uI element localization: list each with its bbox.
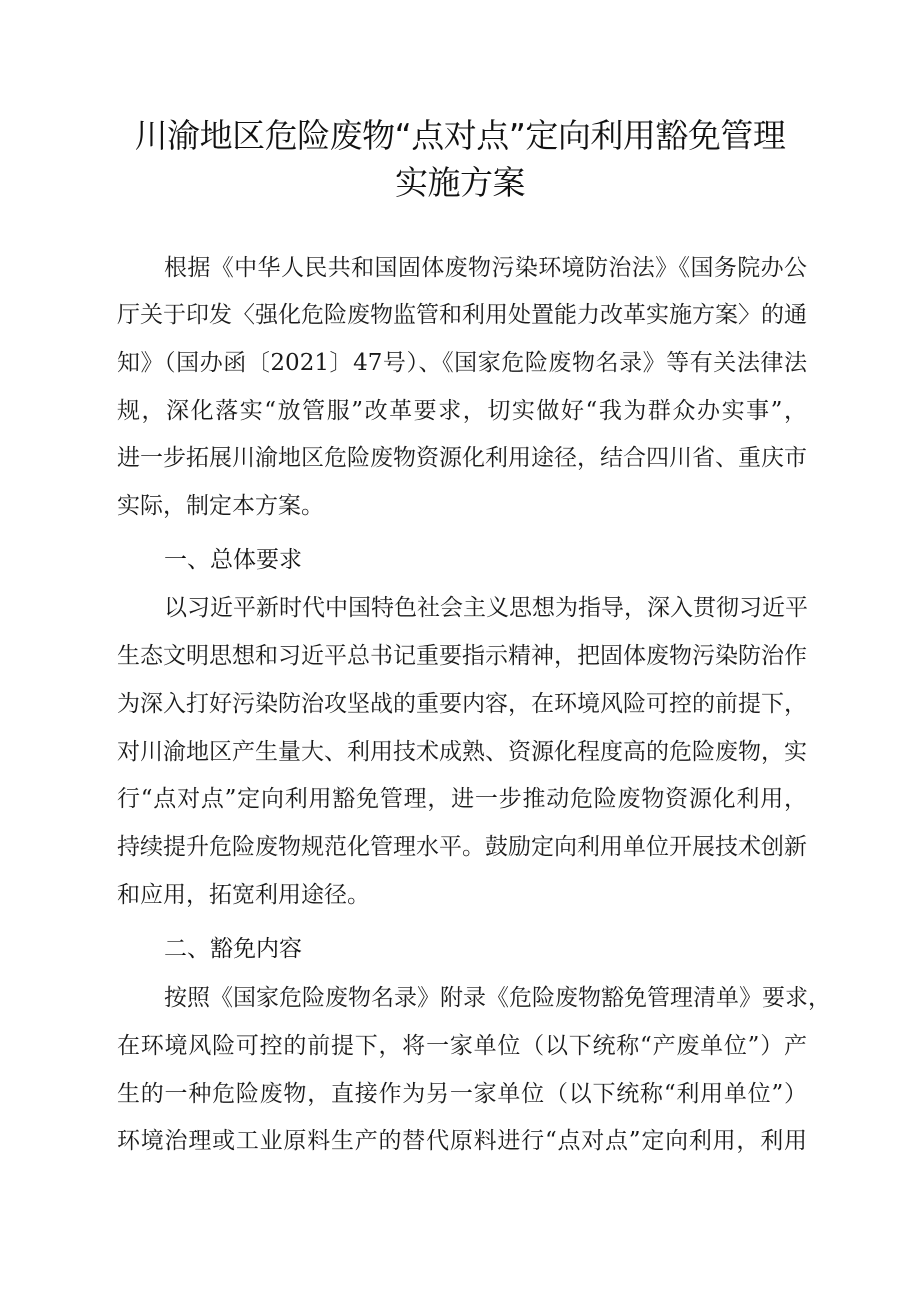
- section1-line-2: 生态文明思想和习近平总书记重要指示精神，把固体废物污染防治作: [117, 643, 807, 669]
- document-title-line-2: 实施方案: [395, 163, 525, 202]
- section2-line-3: 生的一种危险废物，直接作为另一家单位（以下统称“利用单位”）: [117, 1081, 807, 1107]
- intro-line-1: 根据《中华人民共和国固体废物污染环境防治法》《国务院办公: [164, 255, 807, 281]
- intro-line-2: 厅关于印发〈强化危险废物监管和利用处置能力改革实施方案〉的通: [117, 302, 807, 328]
- section2-line-4: 环境治理或工业原料生产的替代原料进行“点对点”定向利用，利用: [117, 1128, 807, 1154]
- section1-line-4: 对川渝地区产生量大、利用技术成熟、资源化程度高的危险废物，实: [117, 739, 807, 765]
- intro-line-5: 进一步拓展川渝地区危险废物资源化利用途径，结合四川省、重庆市: [117, 445, 807, 471]
- intro-line-6: 实际，制定本方案。: [117, 493, 324, 519]
- section-heading-exemption-content: 二、豁免内容: [164, 936, 302, 962]
- section1-line-3: 为深入打好污染防治攻坚战的重要内容，在环境风险可控的前提下，: [117, 691, 807, 717]
- intro-line-4: 规，深化落实“放管服”改革要求，切实做好“我为群众办实事”，: [117, 398, 807, 424]
- document-title-line-1: 川渝地区危险废物“点对点”定向利用豁免管理: [134, 116, 786, 155]
- section1-line-7: 和应用，拓宽利用途径。: [117, 882, 370, 908]
- section1-line-5: 行“点对点”定向利用豁免管理，进一步推动危险废物资源化利用，: [117, 786, 807, 812]
- section2-line-1: 按照《国家危险废物名录》附录《危险废物豁免管理清单》要求，: [164, 985, 831, 1011]
- section-heading-general-requirements: 一、总体要求: [164, 547, 302, 573]
- section2-line-2: 在环境风险可控的前提下，将一家单位（以下统称“产废单位”）产: [117, 1033, 807, 1059]
- section1-line-6: 持续提升危险废物规范化管理水平。鼓励定向利用单位开展技术创新: [117, 834, 807, 860]
- section1-line-1: 以习近平新时代中国特色社会主义思想为指导，深入贯彻习近平: [164, 595, 808, 621]
- intro-line-3: 知》（国办函〔2021〕47号）、《国家危险废物名录》等有关法律法: [117, 350, 807, 376]
